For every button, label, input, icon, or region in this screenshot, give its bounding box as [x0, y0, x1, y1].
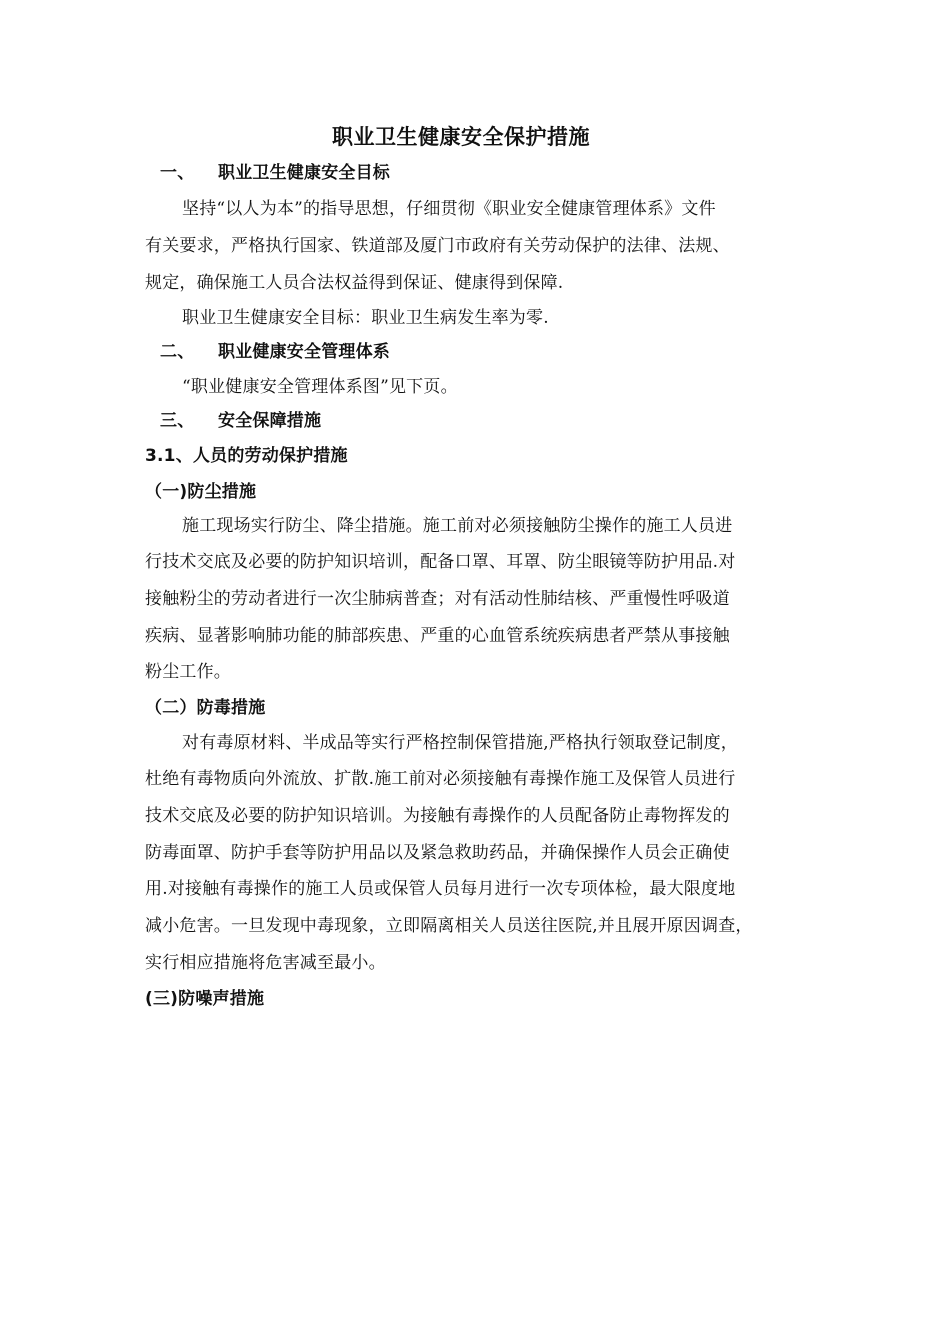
dust-measures-heading: （一)防尘措施 — [145, 482, 257, 502]
section-1-para-line-1: 坚持“以人为本”的指导思想，仔细贯彻《职业安全健康管理体系》文件 — [182, 199, 716, 219]
section-2-number: 二、 — [160, 342, 195, 362]
dust-measures-line-2: 行技术交底及必要的防护知识培训，配备口罩、耳罩、防尘眼镜等防护用品.对 — [145, 552, 736, 572]
section-2-title: 职业健康安全管理体系 — [218, 342, 390, 362]
section-3-title: 安全保障措施 — [218, 411, 322, 431]
subsection-3-1-heading: 3.1、人员的劳动保护措施 — [145, 446, 348, 466]
section-2-heading — [160, 341, 390, 363]
section-1-para-line-3: 规定，确保施工人员合法权益得到保证、健康得到保障. — [145, 273, 564, 293]
poison-measures-line-4: 防毒面罩、防护手套等防护用品以及紧急救助药品，并确保操作人员会正确使 — [145, 843, 730, 863]
section-1-heading — [160, 162, 390, 184]
noise-measures-heading: (三)防噪声措施 — [145, 989, 265, 1009]
poison-measures-line-1: 对有毒原材料、半成品等实行严格控制保管措施,严格执行领取登记制度， — [182, 733, 739, 753]
dust-measures-line-5: 粉尘工作。 — [145, 662, 231, 682]
section-1-para-line-2: 有关要求，严格执行国家、铁道部及厦门市政府有关劳动保护的法律、法规、 — [145, 236, 730, 256]
poison-measures-heading: （二）防毒措施 — [145, 698, 266, 718]
dust-measures-line-1: 施工现场实行防尘、降尘措施。施工前对必须接触防尘操作的施工人员进 — [182, 516, 733, 536]
poison-measures-line-5: 用.对接触有毒操作的施工人员或保管人员每月进行一次专项体检，最大限度地 — [145, 879, 736, 899]
poison-measures-line-7: 实行相应措施将危害减至最小。 — [145, 953, 386, 973]
poison-measures-line-3: 技术交底及必要的防护知识培训。为接触有毒操作的人员配备防止毒物挥发的 — [145, 806, 730, 826]
section-1-goal: 职业卫生健康安全目标：职业卫生病发生率为零. — [182, 308, 549, 328]
section-1-title: 职业卫生健康安全目标 — [218, 163, 390, 183]
dust-measures-line-3: 接触粉尘的劳动者进行一次尘肺病普查；对有活动性肺结核、严重慢性呼吸道 — [145, 589, 730, 609]
section-3-heading — [160, 410, 321, 432]
section-2-para: “职业健康安全管理体系图”见下页。 — [182, 377, 458, 397]
poison-measures-line-6: 减小危害。一旦发现中毒现象，立即隔离相关人员送往医院,并且展开原因调查， — [145, 916, 753, 936]
section-1-number: 一、 — [160, 163, 195, 183]
section-3-number: 三、 — [160, 411, 195, 431]
dust-measures-line-4: 疾病、显著影响肺功能的肺部疾患、严重的心血管系统疾病患者严禁从事接触 — [145, 626, 730, 646]
poison-measures-line-2: 杜绝有毒物质向外流放、扩散.施工前对必须接触有毒操作施工及保管人员进行 — [145, 769, 736, 789]
document-title: 职业卫生健康安全保护措施 — [332, 125, 590, 149]
